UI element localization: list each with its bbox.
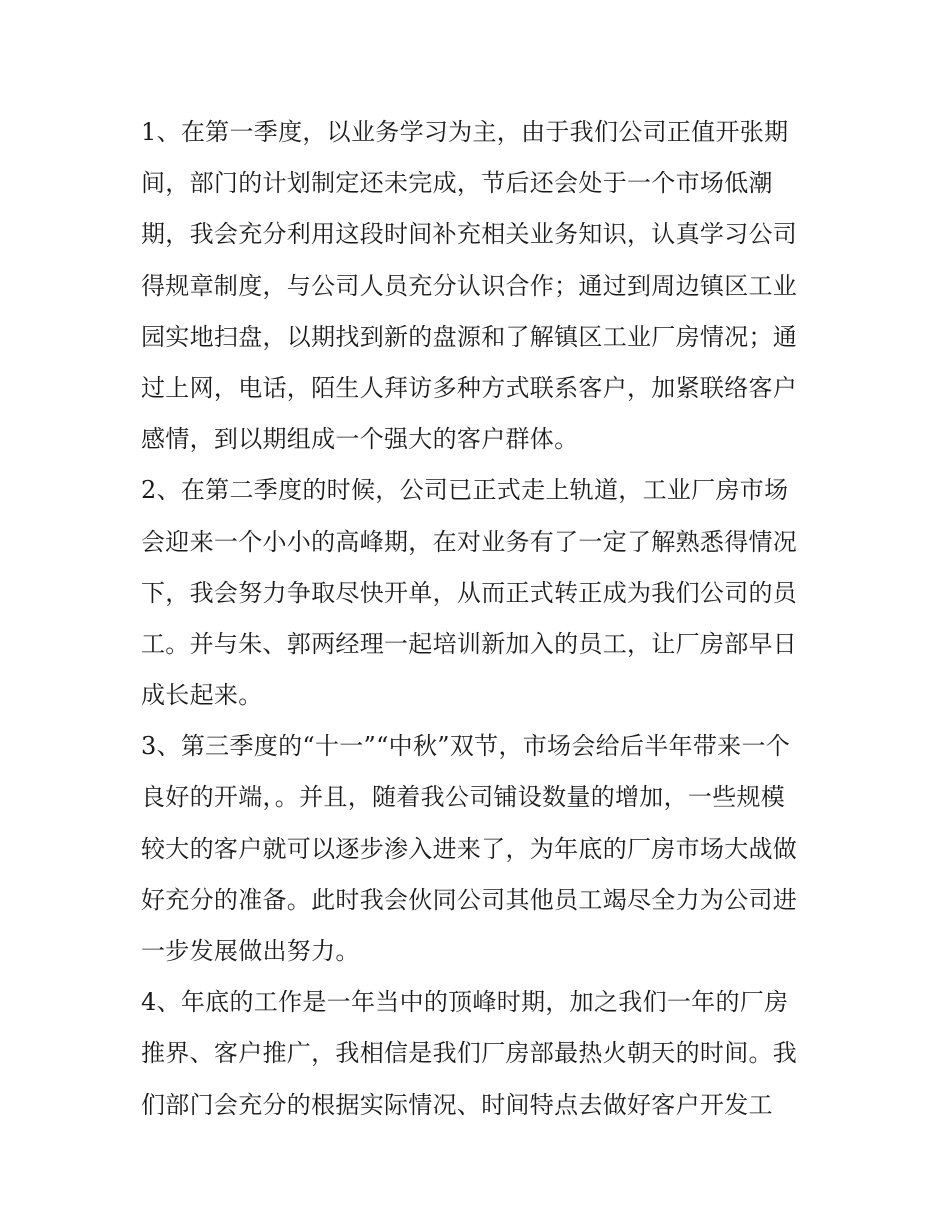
document-body [141, 107, 821, 1131]
text-line: 推界、客户推广，我相信是我们厂房部最热火朝天的时间。我 [141, 1039, 798, 1068]
text-line: 成长起来。 [141, 681, 263, 710]
text-line: 1、在第一季度，以业务学习为主，由于我们公司正值开张期 [141, 118, 789, 146]
text-line: 得规章制度，与公司人员充分认识合作；通过到周边镇区工业 [141, 271, 798, 300]
text-line: 期，我会充分利用这段时间补充相关业务知识，认真学习公司 [141, 220, 798, 249]
text-line: 园实地扫盘，以期找到新的盘源和了解镇区工业厂房情况；通 [141, 322, 798, 351]
text-line: 过上网，电话，陌生人拜访多种方式联系客户，加紧联络客户 [141, 373, 798, 402]
text-line: 间，部门的计划制定还未完成，节后还会处于一个市场低潮 [141, 169, 773, 198]
text-line: 4、年底的工作是一年当中的顶峰时期，加之我们一年的厂房 [141, 988, 789, 1017]
text-line: 3、第三季度的“十一”“中秋”双节，市场会给后半年带来一个 [141, 732, 791, 761]
text-line: 下，我会努力争取尽快开单，从而正式转正成为我们公司的员 [141, 578, 798, 607]
text-line: 会迎来一个小小的高峰期，在对业务有了一定了解熟悉得情况 [141, 527, 798, 556]
text-line: 一步发展做出努力。 [141, 937, 360, 965]
text-line: 良好的开端，。并且，随着我公司铺设数量的增加，一些规模 [141, 783, 786, 812]
text-line: 工。并与朱、郭两经理一起培训新加入的员工，让厂房部早日 [141, 629, 798, 658]
text-line: 好充分的准备。此时我会伙同公司其他员工竭尽全力为公司进 [141, 885, 798, 914]
text-line: 们部门会充分的根据实际情况、时间特点去做好客户开发工 [141, 1090, 773, 1119]
text-line: 感情，到以期组成一个强大的客户群体。 [141, 425, 579, 454]
text-line: 较大的客户就可以逐步渗入进来了，为年底的厂房市场大战做 [141, 834, 798, 863]
text-line: 2、在第二季度的时候，公司已正式走上轨道，工业厂房市场 [141, 476, 789, 505]
